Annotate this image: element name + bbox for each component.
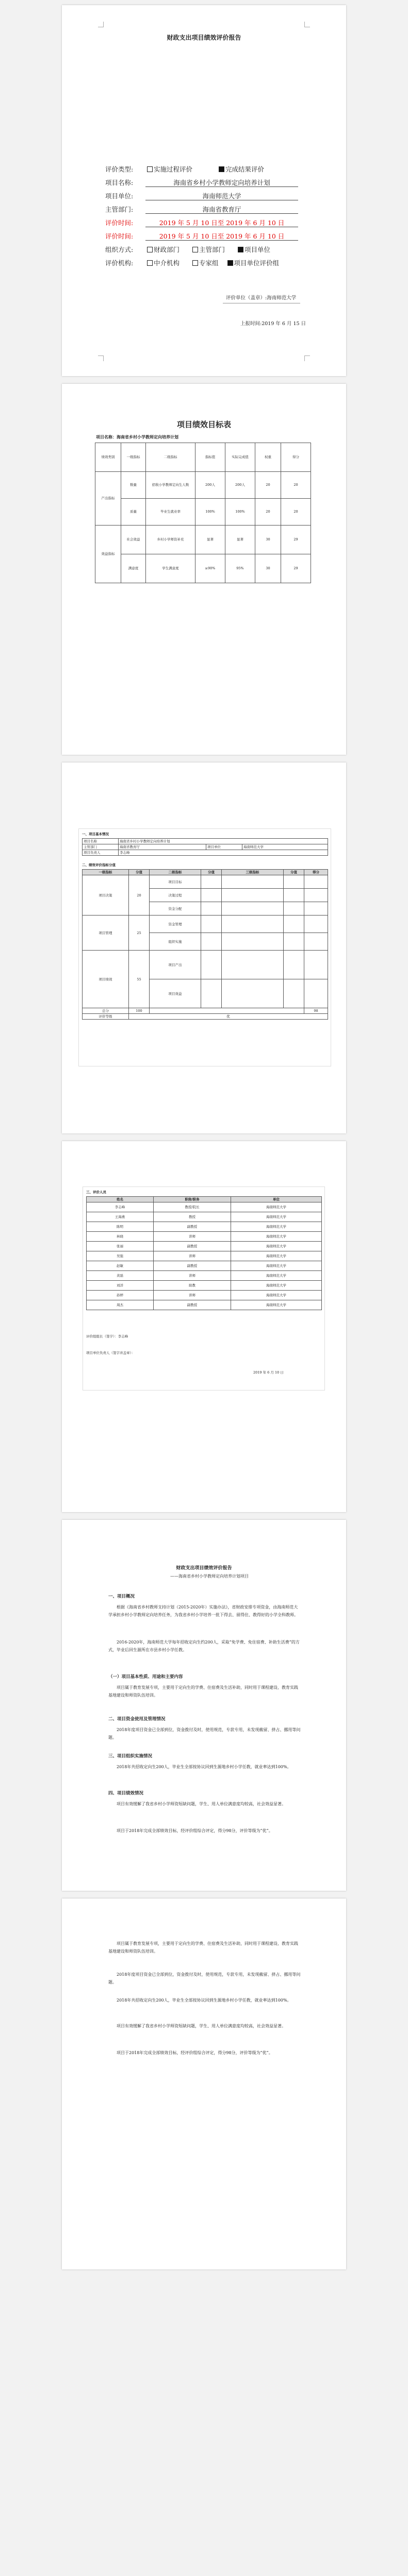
eval-time-row-2 (105, 231, 298, 241)
score-page (62, 762, 346, 1133)
report-subtitle: ——海南省乡村小学教师定向培养计划项目 (170, 1574, 249, 1579)
submit-date-line (240, 319, 306, 327)
grade-row (83, 1014, 328, 1020)
table-cell: 项目绩效 (83, 951, 129, 1008)
table-cell: 30 (255, 554, 281, 583)
table-cell: 海南师范大学 (231, 1242, 322, 1251)
table-cell: 海南师范大学 (242, 844, 328, 850)
date-value: 2019 年 6 月 15 日 (262, 321, 306, 327)
continuation-page (62, 1899, 346, 2269)
table-row (87, 1261, 322, 1271)
paragraph: 2018年度项目资金已全部到位，资金拨付及时，使用规范，专款专用，未发现截留、挤占、挪用等问题。 (108, 1972, 301, 1985)
table-cell: 张丽 (87, 1242, 154, 1251)
cover-page (62, 5, 346, 376)
field-label: 项目名称: (105, 179, 134, 187)
table-cell: 李志峰 (119, 850, 328, 856)
table-cell: 刘洋 (87, 1281, 154, 1291)
table-cell: 海南师范大学 (231, 1261, 322, 1271)
table-cell: 海南师范大学 (231, 1232, 322, 1242)
unit-signature-label: 项目单位负责人（签字并盖章）： (86, 1351, 135, 1355)
signature-label: 评价组组长（签字）： (86, 1334, 118, 1338)
field-label: 组织方式: (105, 246, 134, 253)
staff-page (62, 1141, 346, 1512)
table-cell: 乡村小学师资补充 (146, 526, 195, 554)
table-cell: ≥90% (195, 554, 225, 583)
checkbox-project-unit[interactable] (238, 247, 243, 252)
table-cell: 海南师范大学 (231, 1202, 322, 1212)
table-cell: 30 (255, 526, 281, 554)
table-row (83, 844, 328, 850)
table-cell: 项目负责人 (83, 850, 119, 856)
table-cell: 教授/院长 (154, 1202, 231, 1212)
table-header-row (95, 443, 311, 472)
table-cell: 李志峰 (87, 1202, 154, 1212)
table-cell: 招收小学教师定向生人数 (146, 472, 195, 499)
table-cell: 副教授 (154, 1222, 231, 1232)
table-cell: 项目效益 (150, 979, 201, 1008)
table-cell: 优 (129, 1014, 328, 1020)
table-cell: 讲师 (154, 1251, 231, 1261)
table-cell: 项目单位 (206, 844, 242, 850)
header-cell: 指标值 (195, 443, 225, 472)
table-row (87, 1300, 322, 1310)
report-title: 财政支出项目绩效评价报告 (176, 1566, 232, 1571)
project-name-value: 海南省乡村小学教师定向培养计划 (145, 178, 298, 187)
table-cell: 资金管理 (150, 916, 201, 933)
header-cell: 一级指标 (83, 870, 129, 875)
cover-title: 财政支出项目绩效评价报告 (167, 34, 241, 41)
staff-rows (87, 1202, 322, 1310)
paragraph: 项目有效缓解了我省乡村小学师资短缺问题，学生、用人单位满意度均较高，社会效益显著。 (117, 2024, 286, 2028)
table-cell: 20 (129, 875, 150, 916)
table-cell: 总分 (83, 1008, 129, 1014)
table-cell: 海南师范大学 (231, 1291, 322, 1300)
table-cell: 讲师 (154, 1271, 231, 1281)
table-cell: 海南师范大学 (231, 1271, 322, 1281)
field-label: 评价机构: (105, 259, 134, 267)
report-page (62, 1520, 346, 1891)
table-cell: 讲师 (154, 1291, 231, 1300)
table-cell: 评价等级 (83, 1014, 129, 1020)
header-cell: 二级指标 (150, 870, 201, 875)
project-unit-row (105, 191, 298, 201)
header-cell: 绩效类别 (95, 443, 121, 472)
option-label: 主管部门 (199, 246, 225, 253)
table-cell: 20 (281, 499, 311, 526)
table-row (95, 499, 311, 526)
section-heading: 三、项目组织实施情况 (108, 1754, 153, 1759)
option-label: 项目单位 (244, 246, 271, 253)
table-cell: 学生满意度 (146, 554, 195, 583)
evaluator-value: 海南师范大学 (267, 295, 297, 301)
option-label: 项目单位评价组 (234, 259, 280, 267)
crop-mark (98, 355, 104, 361)
table-row (87, 1281, 322, 1291)
table-cell: 王海燕 (87, 1212, 154, 1222)
table-cell: 社会效益 (121, 526, 146, 554)
table-cell: 项目名称 (83, 839, 119, 844)
score-table (82, 869, 328, 1020)
table-row (83, 951, 328, 979)
table-cell: 孙婷 (87, 1291, 154, 1300)
table-row (87, 1202, 322, 1212)
paragraph: 2016-2020年，海南师范大学每年招收定向生约200人，采取“免学费、免住宿费、补助生活费”的方式，毕业后回生源所在市县乡村小学任教。 (108, 1640, 300, 1652)
table-cell: 29 (281, 526, 311, 554)
table-cell: 讲师 (154, 1232, 231, 1242)
evaluator-line (226, 294, 296, 301)
header-cell: 三级指标 (222, 870, 284, 875)
table-cell: 教授 (154, 1212, 231, 1222)
table-cell: 项目产出 (150, 951, 201, 979)
header-cell: 分值 (129, 870, 150, 875)
eval-agency-row (105, 258, 279, 268)
header-cell: 得分 (281, 443, 311, 472)
table-header-row (83, 870, 328, 875)
header-cell: 分值 (284, 870, 304, 875)
table-row (95, 526, 311, 554)
staff-scan (83, 1187, 325, 1391)
targets-title: 项目绩效目标表 (176, 420, 231, 429)
section-heading: 二、绩效评价指标分值 (82, 863, 116, 867)
table-cell: 海南省乡村小学教师定向培养计划 (119, 839, 328, 844)
table-cell: 海南师范大学 (231, 1281, 322, 1291)
table-cell: 数量 (121, 472, 146, 499)
checkbox-finance-dept[interactable] (147, 247, 153, 252)
org-method-row (105, 244, 270, 255)
table-cell: 20 (281, 472, 311, 499)
evaluator-label: 评价单位（盖章）: (226, 295, 267, 301)
project-unit-value: 海南师范大学 (145, 191, 298, 200)
total-row (83, 1008, 328, 1014)
crop-mark (304, 355, 310, 361)
field-label: 主管部门: (105, 206, 134, 213)
paragraph: 2018年共招收定向生200人，毕业生全部按协议回到生源地乡村小学任教，就业率达到100%。 (117, 1765, 291, 1769)
header-cell: 分值 (201, 870, 222, 875)
header-cell: 职称/职务 (154, 1197, 231, 1202)
table-cell: 海南省教育厅 (119, 844, 206, 850)
table-row (87, 1271, 322, 1281)
checkbox-process-eval[interactable] (147, 166, 153, 172)
field-label: 项目单位: (105, 192, 134, 200)
table-cell: 海南师范大学 (231, 1300, 322, 1310)
table-cell: 满意度 (121, 554, 146, 583)
paragraph: 2018年共招收定向生200人，毕业生全部按协议回到生源地乡村小学任教，就业率达到100%。 (117, 1998, 291, 2003)
table-row (83, 850, 328, 856)
table-cell: 100% (225, 499, 255, 526)
table-cell: 海南师范大学 (231, 1251, 322, 1261)
header-cell: 一级指标 (121, 443, 146, 472)
section-heading: （一）项目基本性质、用途和主要内容 (108, 1674, 183, 1680)
header-cell: 姓名 (87, 1197, 154, 1202)
option-label: 财政部门 (154, 246, 180, 253)
header-cell: 权重 (255, 443, 281, 472)
option-label: 完成结果评价 (225, 165, 265, 173)
table-cell: 显著 (195, 526, 225, 554)
checkbox-result-eval[interactable] (219, 166, 224, 172)
table-cell: 周杰 (87, 1300, 154, 1310)
table-cell: 20 (255, 499, 281, 526)
eval-type-row (105, 164, 264, 174)
table-row (87, 1222, 322, 1232)
section-heading: 一、项目概况 (108, 1594, 135, 1599)
table-cell: 助教 (154, 1281, 231, 1291)
checkbox-unit-group[interactable] (227, 260, 233, 266)
paragraph: 2018年度项目资金已全部到位，资金拨付及时，使用规范，专款专用，未发现截留、挤占、挪用等问题。 (108, 1727, 301, 1740)
table-cell: 副教授 (154, 1261, 231, 1271)
paragraph: 项目于2018年完成全部绩效目标，经评价组综合评定，得分98分，评价等级为“优”。 (117, 2050, 273, 2055)
table-cell: 组织实施 (150, 933, 201, 951)
section-heading: 二、项目资金使用及管理情况 (108, 1717, 166, 1722)
table-header-row (87, 1197, 322, 1202)
eval-time-value: 2019 年 5 月 10 日至 2019 年 6 月 10 日 (145, 231, 298, 241)
table-row (87, 1232, 322, 1242)
section-heading: 一、项目基本情况 (82, 832, 109, 836)
table-cell: 20 (255, 472, 281, 499)
eval-time-value: 2019 年 5 月 10 日至 2019 年 6 月 10 日 (145, 218, 298, 227)
paragraph: 项目属于教育发展专项，主要用于定向生的学费、住宿费及生活补助，同时用于课程建设、教育实践基地建设和师资队伍培训。 (108, 1685, 298, 1698)
table-cell: 决策过程 (150, 889, 201, 902)
option-label: 专家组 (199, 259, 219, 267)
table-cell: 黄磊 (87, 1271, 154, 1281)
targets-subtitle: 项目名称：海南省乡村小学教师定向培养计划 (96, 434, 178, 439)
score-scan (78, 828, 331, 1066)
table-cell: 林晓 (87, 1232, 154, 1242)
table-row (95, 472, 311, 499)
supervisor-row (105, 204, 298, 214)
table-cell: 陈明 (87, 1222, 154, 1232)
table-cell: 项目决策 (83, 875, 129, 916)
table-cell: 200人 (225, 472, 255, 499)
date-label: 上报时间: (240, 321, 262, 327)
checkbox-agency[interactable] (147, 260, 153, 266)
table-cell: 95% (225, 554, 255, 583)
table-cell: 项目目标 (150, 875, 201, 889)
paragraph: 项目属于教育发展专项，主要用于定向生的学费、住宿费及生活补助，同时用于课程建设、教育实践基地建设和师资队伍培训。 (108, 1941, 298, 1954)
signer-name: 李志峰 (118, 1334, 128, 1338)
table-cell: 55 (129, 951, 150, 1008)
table-row (87, 1251, 322, 1261)
staff-table (86, 1196, 322, 1310)
checkbox-expert-group[interactable] (192, 260, 198, 266)
header-cell: 实际完成值 (225, 443, 255, 472)
field-label: 评价类型: (105, 165, 134, 173)
table-row (87, 1242, 322, 1251)
table-row (83, 916, 328, 933)
table-cell: 质量 (121, 499, 146, 526)
paragraph: 根据《海南省乡村教师支持计划（2015-2020年）实施办法》，省财政安排专项资金，由海南师范大学承担乡村小学教师定向培养任务，为我省乡村小学培养一批下得去、留得住、教得好的小学全科教师。 (108, 1605, 298, 1617)
staff-date: 2019 年 6 月 10 日 (253, 1370, 284, 1375)
table-cell: 25 (129, 916, 150, 951)
crop-mark (304, 22, 310, 27)
table-cell: 100% (195, 499, 225, 526)
header-cell: 得分 (304, 870, 328, 875)
basic-info-table (82, 838, 328, 856)
field-label: 评价时间: (105, 232, 134, 240)
signature-line (86, 1334, 128, 1338)
project-name-row (105, 177, 298, 188)
table-cell: 副教授 (154, 1300, 231, 1310)
table-row (87, 1291, 322, 1300)
table-cell: 29 (281, 554, 311, 583)
table-cell: 项目管理 (83, 916, 129, 951)
table-cell: 主管部门 (83, 844, 119, 850)
section-heading: 三、评价人员 (86, 1190, 106, 1194)
checkbox-supervisor-dept[interactable] (192, 247, 198, 252)
header-cell: 单位 (231, 1197, 322, 1202)
table-cell: 副教授 (154, 1242, 231, 1251)
table-row (83, 839, 328, 844)
field-label: 评价时间: (105, 219, 134, 227)
table-row (95, 554, 311, 583)
eval-time-row (105, 217, 298, 228)
section-heading: 四、项目绩效情况 (108, 1791, 144, 1796)
table-row (87, 1212, 322, 1222)
option-label: 实施过程评价 (154, 165, 193, 173)
table-cell: 赵敏 (87, 1261, 154, 1271)
table-cell: 显著 (225, 526, 255, 554)
header-cell: 二级指标 (146, 443, 195, 472)
table-cell: 海南师范大学 (231, 1212, 322, 1222)
table-cell: 200人 (195, 472, 225, 499)
table-cell: 效益指标 (95, 526, 121, 583)
targets-table (95, 443, 311, 583)
table-cell: 100 (129, 1008, 150, 1014)
option-label: 中介机构 (154, 259, 180, 267)
supervisor-value: 海南省教育厅 (145, 205, 298, 214)
table-row (83, 875, 328, 889)
paragraph: 项目有效缓解了我省乡村小学师资短缺问题，学生、用人单位满意度均较高，社会效益显著。 (117, 1802, 286, 1806)
table-cell: 98 (304, 1008, 328, 1014)
table-cell: 资金分配 (150, 902, 201, 916)
paragraph: 项目于2018年完成全部绩效目标，经评价组综合评定，得分98分，评价等级为“优”。 (117, 1828, 273, 1833)
crop-mark (98, 22, 104, 27)
targets-page (62, 384, 346, 755)
table-cell: 产出指标 (95, 472, 121, 526)
table-cell: 吴强 (87, 1251, 154, 1261)
table-cell: 海南师范大学 (231, 1222, 322, 1232)
table-cell: 毕业生就业率 (146, 499, 195, 526)
